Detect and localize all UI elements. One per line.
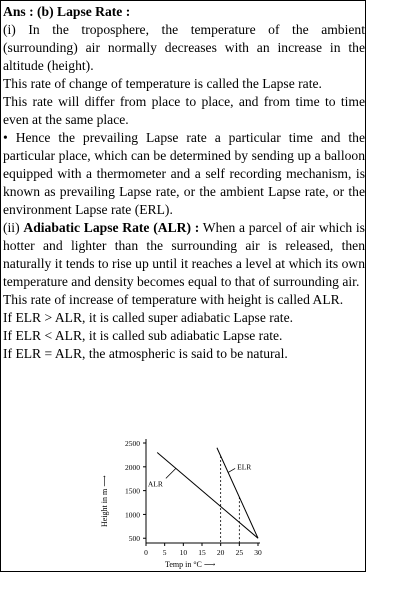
x-tick-label-3: 15 — [198, 548, 206, 557]
paragraph-1: (i) In the troposphere, the temperature of the ambient (surrounding) air normally decreases with an increase in the altitude (height). — [3, 22, 365, 73]
alr-series-label: ALR — [147, 479, 163, 489]
answer-text — [3, 3, 365, 363]
y-tick-label-1: 1000 — [125, 510, 140, 520]
elr-label-leader — [228, 468, 235, 472]
paragraph-4: • Hence the prevailing Lapse rate a particular time and the particular place, which can be determined by sending up a balloon equipped with a thermometer and a self recording mechanism, is known as prevailing Lapse rate, or the ambient Lapse rate, or the environment Lapse rate (ERL). — [3, 130, 365, 217]
paragraph-5: This rate of increase of temperature with height is called ALR. — [3, 292, 344, 307]
x-tick-label-1: 5 — [162, 548, 167, 557]
y-tick-label-3: 2000 — [125, 462, 140, 472]
paragraph-6: If ELR > ALR, it is called super adiabatic Lapse rate. — [3, 310, 294, 325]
y-axis-label: Height in m ⟶ — [100, 475, 109, 527]
answer-prefix: Ans : (b) — [3, 4, 54, 19]
y-tick-label-0: 500 — [128, 534, 140, 544]
x-tick-label-6: 30 — [254, 548, 262, 557]
paragraph-7: If ELR < ALR, it is called sub adiabatic Lapse rate. — [3, 328, 283, 343]
alr-text: When a parcel of air which is hotter and lighter than the surrounding air is released, then naturally it tends to rise up until it reaches a level at which its own temperature and density becomes equal to that of surrounding air. — [3, 220, 365, 289]
paragraph-2: This rate of change of temperature is called the Lapse rate. — [3, 76, 322, 91]
paragraph-3: This rate will differ from place to place, and from time to time even at the same place. — [3, 94, 365, 127]
answer-heading — [3, 3, 365, 21]
x-axis-label: Temp in °C ⟶ — [165, 560, 216, 569]
x-tick-label-5: 25 — [235, 548, 244, 557]
chart-svg — [95, 435, 295, 570]
answer-title: Lapse Rate : — [57, 4, 131, 19]
x-tick-label-2: 10 — [179, 548, 188, 557]
alr-term: Adiabatic Lapse Rate (ALR) : — [23, 220, 200, 235]
alr-prefix: (ii) — [3, 220, 20, 235]
y-tick-label-4: 2500 — [125, 439, 140, 448]
x-tick-label-4: 20 — [216, 548, 225, 557]
alr-paragraph — [3, 219, 365, 291]
alr-label-leader — [166, 468, 176, 478]
elr-series-label: ELR — [237, 462, 252, 472]
series-line-elr — [217, 448, 258, 538]
x-tick-label-0: 0 — [144, 548, 148, 557]
paragraph-8: If ELR = ALR, the atmospheric is said to be natural. — [3, 346, 288, 361]
lapse-rate-chart — [95, 435, 295, 570]
y-tick-label-2: 1500 — [125, 486, 140, 496]
